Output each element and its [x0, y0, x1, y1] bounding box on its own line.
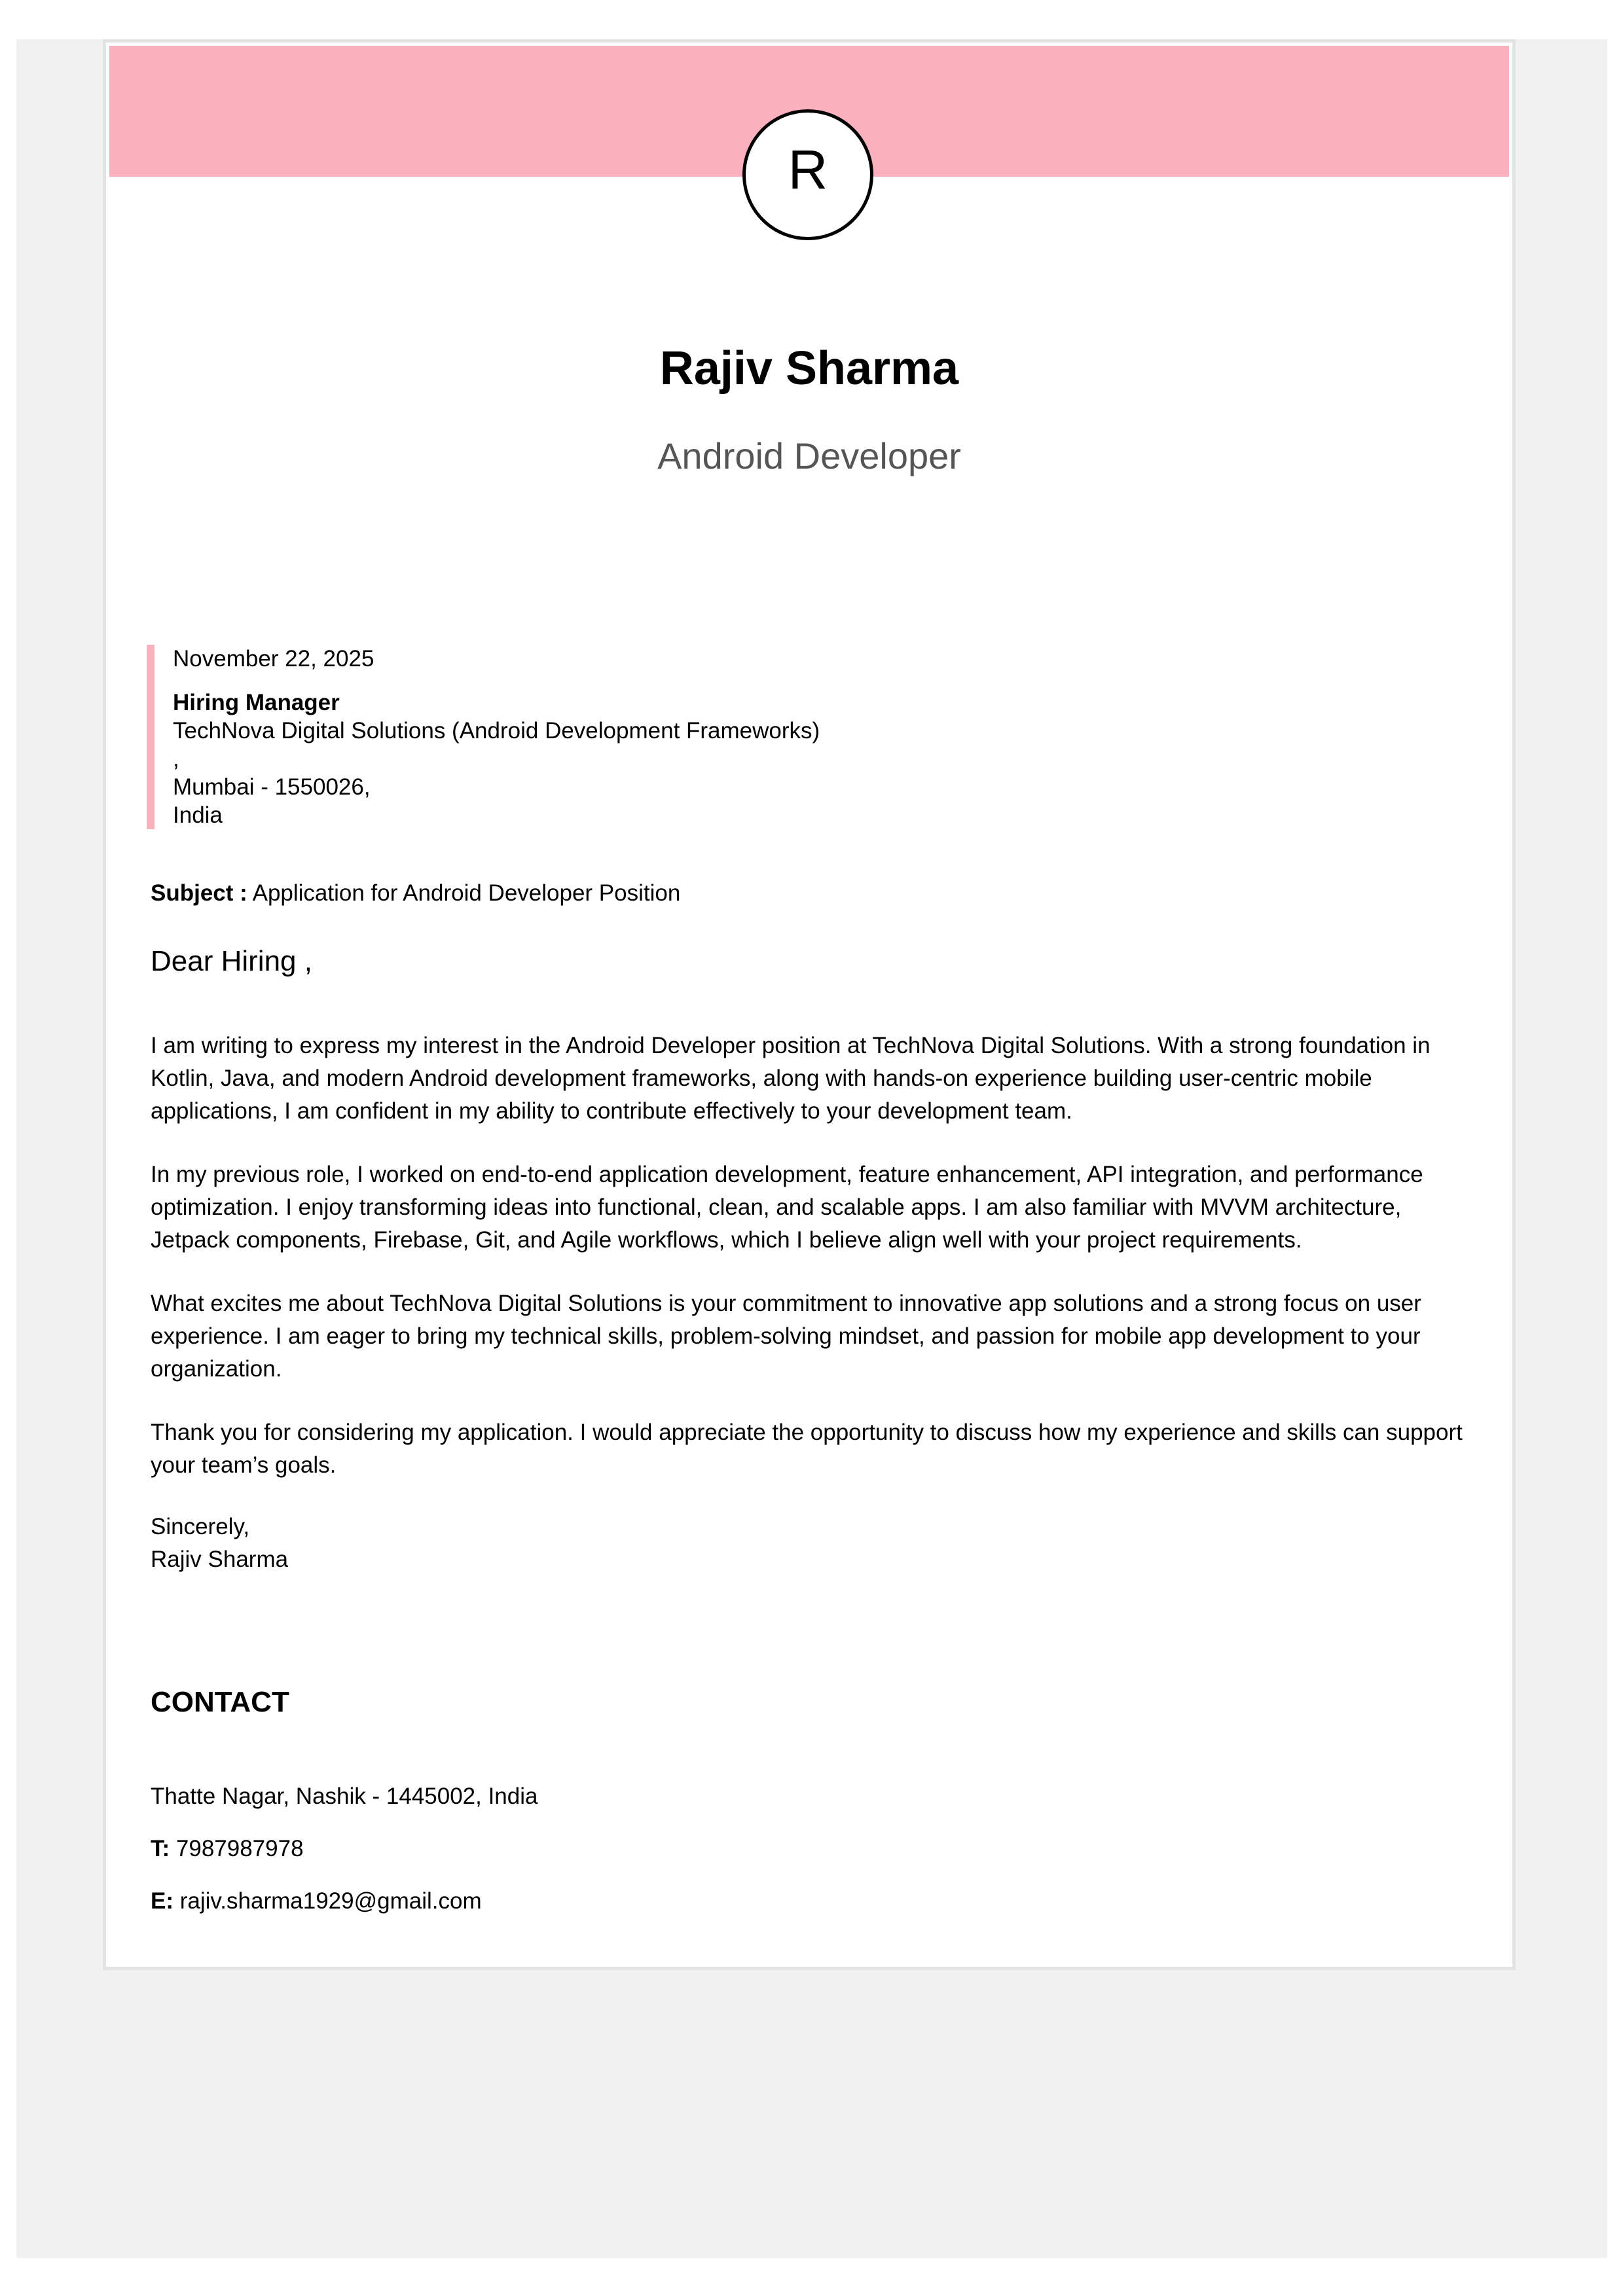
- signature-name: Rajiv Sharma: [151, 1547, 289, 1572]
- avatar: [742, 109, 873, 240]
- body-paragraph: What excites me about TechNova Digital Solutions is your commitment to innovative app solutions and a strong focus on user experience. I am eager to bring my technical skills, problem-solving mindset, and passion for mobile app development to your organization.: [151, 1291, 1421, 1382]
- letter-date: November 22, 2025: [173, 646, 374, 672]
- body-paragraph: In my previous role, I worked on end-to-end application development, feature enhancement, API integration, and performance optimization. I enjoy transforming ideas into functional, clean, and scalable apps. I am also familiar with MVVM architecture, Jetpack components, Firebase, Git, and Agile workflows, which I believe align well with your project requirements.: [151, 1162, 1423, 1253]
- recipient-company: TechNova Digital Solutions (Android Development Frameworks): [173, 718, 820, 744]
- contact-email: [151, 1887, 482, 1915]
- body-paragraph: I am writing to express my interest in the Android Developer position at TechNova Digital Solutions. With a strong foundation in Kotlin, Java, and modern Android development frameworks, along with hands-on experience building user-centric mobile applications, I am confident in my ability to contribute effectively to your development team.: [151, 1033, 1431, 1124]
- contact-heading: CONTACT: [151, 1686, 289, 1718]
- closing: [151, 1511, 288, 1576]
- recipient-country: India: [173, 802, 223, 828]
- recipient-address: ,: [173, 746, 179, 772]
- subject-line: [151, 879, 680, 907]
- subject-label: Subject :: [151, 880, 247, 906]
- recipient-role: Hiring Manager: [173, 690, 340, 715]
- phone-number: 7987987978: [175, 1836, 304, 1861]
- phone-label: T:: [151, 1836, 170, 1861]
- sign-off: Sincerely,: [151, 1514, 250, 1539]
- letter-body: [151, 1030, 1467, 1513]
- subject-text: Application for Android Developer Position: [252, 880, 681, 906]
- email-address[interactable]: rajiv.sharma1929@gmail.com: [179, 1888, 482, 1914]
- email-label: E:: [151, 1888, 173, 1914]
- applicant-name: Rajiv Sharma: [659, 342, 959, 395]
- contact-phone: [151, 1835, 304, 1863]
- contact-address: Thatte Nagar, Nashik - 1445002, India: [151, 1784, 538, 1809]
- applicant-title: Android Developer: [657, 435, 961, 476]
- avatar-initial: R: [788, 139, 828, 200]
- cover-letter: [103, 39, 1516, 1970]
- recipient-block: [147, 645, 820, 829]
- body-paragraph: Thank you for considering my application. I would appreciate the opportunity to discuss how my experience and skills can support your team’s goals.: [151, 1420, 1463, 1478]
- salutation: Dear Hiring ,: [151, 945, 312, 977]
- recipient-city: Mumbai - 1550026,: [173, 774, 371, 800]
